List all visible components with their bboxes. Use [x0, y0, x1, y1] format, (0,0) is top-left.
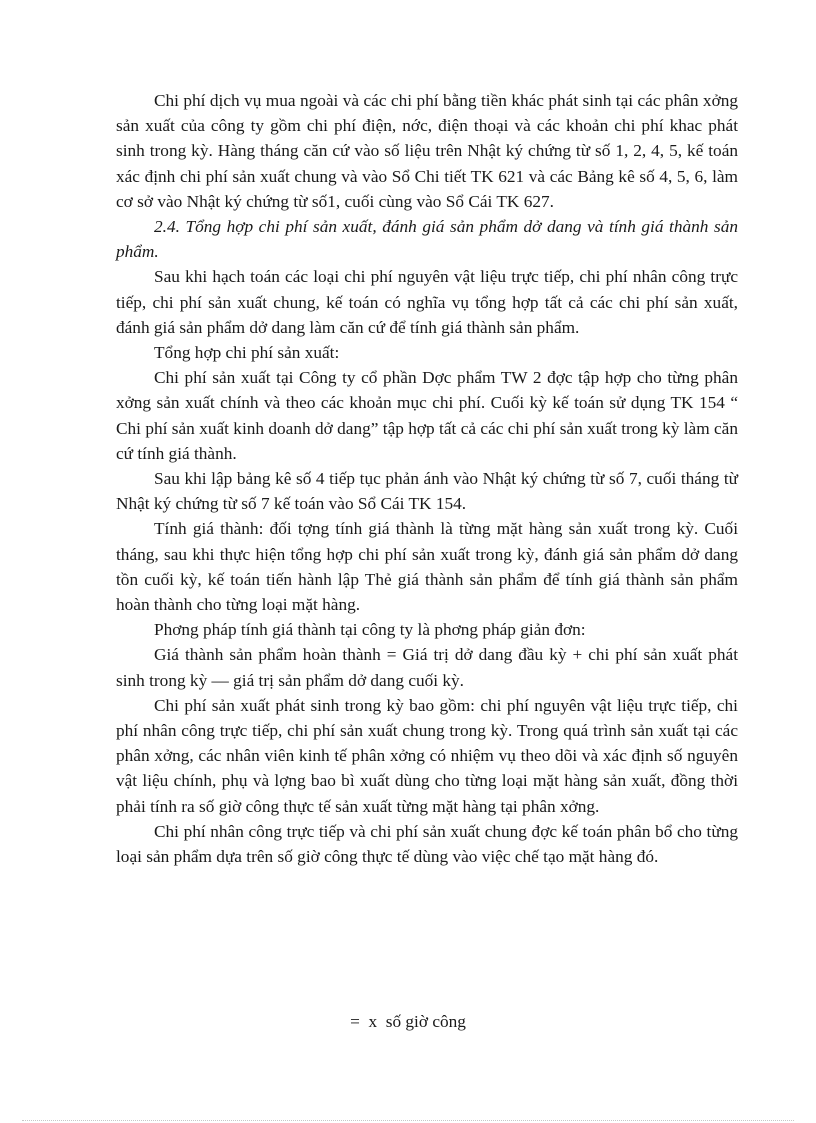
paragraph-after-accounting: Sau khi hạch toán các loại chi phí nguyên vật liệu trực tiếp, chi phí nhân công trực tiếp, chi phí sản xuất chung, kế toán có nghĩa vụ tổng hợp tất cả các chi phí sản xuất, đánh giá sản phẩm dở dang làm căn cứ để tính giá thành sản phẩm. [116, 267, 738, 337]
paragraph-production-costs: Chi phí sản xuất tại Công ty cổ phần Dợc phẩm TW 2 đợc tập hợp cho từng phân xởng sản xuất chính và theo các khoản mục chi phí. Cuối kỳ kế toán sử dụng TK 154 “ Chi phí sản xuất kinh doanh dở dang” tập hợp tất cả các chi phí sản xuất trong kỳ làm căn cứ tính giá thành. [116, 368, 738, 463]
paragraph-cost-summary-label: Tổng hợp chi phí sản xuất: [154, 343, 340, 363]
paragraph-costing-method: Phơng pháp tính giá thành tại công ty là phơng pháp giản đơn: [154, 620, 586, 640]
paragraph-cost-formula: Giá thành sản phẩm hoàn thành = Giá trị dở dang đầu kỳ + chi phí sản xuất phát sinh trong kỳ — giá trị sản phẩm dở dang cuối kỳ. [116, 645, 738, 690]
allocation-formula: = x số giờ công [350, 1012, 466, 1031]
paragraph-period-costs: Chi phí sản xuất phát sinh trong kỳ bao gồm: chi phí nguyên vật liệu trực tiếp, chi phí nhân công trực tiếp, chi phí sản xuất chung trong kỳ. Trong quá trình sản xuất tại các phân xởng, các nhân viên kinh tế phân xởng có nhiệm vụ theo dõi và xác định số nguyên vật liệu chính, phụ và lợng bao bì xuất dùng cho từng loại mặt hàng sản xuất, đồng thời phải tính ra số giờ công thực tế sản xuất từng mặt hàng tại phân xởng. [116, 695, 738, 816]
paragraph-costing-object: Tính giá thành: đối tợng tính giá thành là từng mặt hàng sản xuất trong kỳ. Cuối tháng, sau khi thực hiện tổng hợp chi phí sản xuất trong kỳ, đánh giá sản phẩm dở dang tồn cuối kỳ, kế toán tiến hành lập Thẻ giá thành sản phẩm để tính giá thành sản phẩm hoàn thành cho từng loại mặt hàng. [116, 519, 738, 615]
paragraph-labor-allocation: Chi phí nhân công trực tiếp và chi phí sản xuất chung đợc kế toán phân bổ cho từng loại sản phẩm dựa trên số giờ công thực tế dùng vào việc chế tạo mặt hàng đó. [116, 821, 738, 867]
document-body [116, 88, 738, 869]
paragraph-statement-4: Sau khi lập bảng kê số 4 tiếp tục phản ánh vào Nhật ký chứng từ số 7, cuối tháng từ Nhật ký chứng từ số 7 kế toán vào Sổ Cái TK 154. [116, 469, 738, 514]
section-heading-2-4: 2.4. Tổng hợp chi phí sản xuất, đánh giá sản phẩm dở dang và tính giá thành sản phẩm. [116, 217, 738, 262]
paragraph-purchased-services: Chi phí dịch vụ mua ngoài và các chi phí bằng tiền khác phát sinh tại các phân xởng sản xuất của công ty gồm chi phí điện, nớc, điện thoại và các khoản chi phí khac phát sinh trong kỳ. Hàng tháng căn cứ vào số liệu trên Nhật ký chứng từ số 1, 2, 4, 5, kế toán xác định chi phí sản xuất chung và vào Sổ Chi tiết TK 621 và các Bảng kê số 4, 5, 6, làm cơ sở vào Nhật ký chứng từ số1, cuối cùng vào Sổ Cái TK 627. [116, 91, 738, 211]
page-bottom-rule [22, 1120, 794, 1121]
